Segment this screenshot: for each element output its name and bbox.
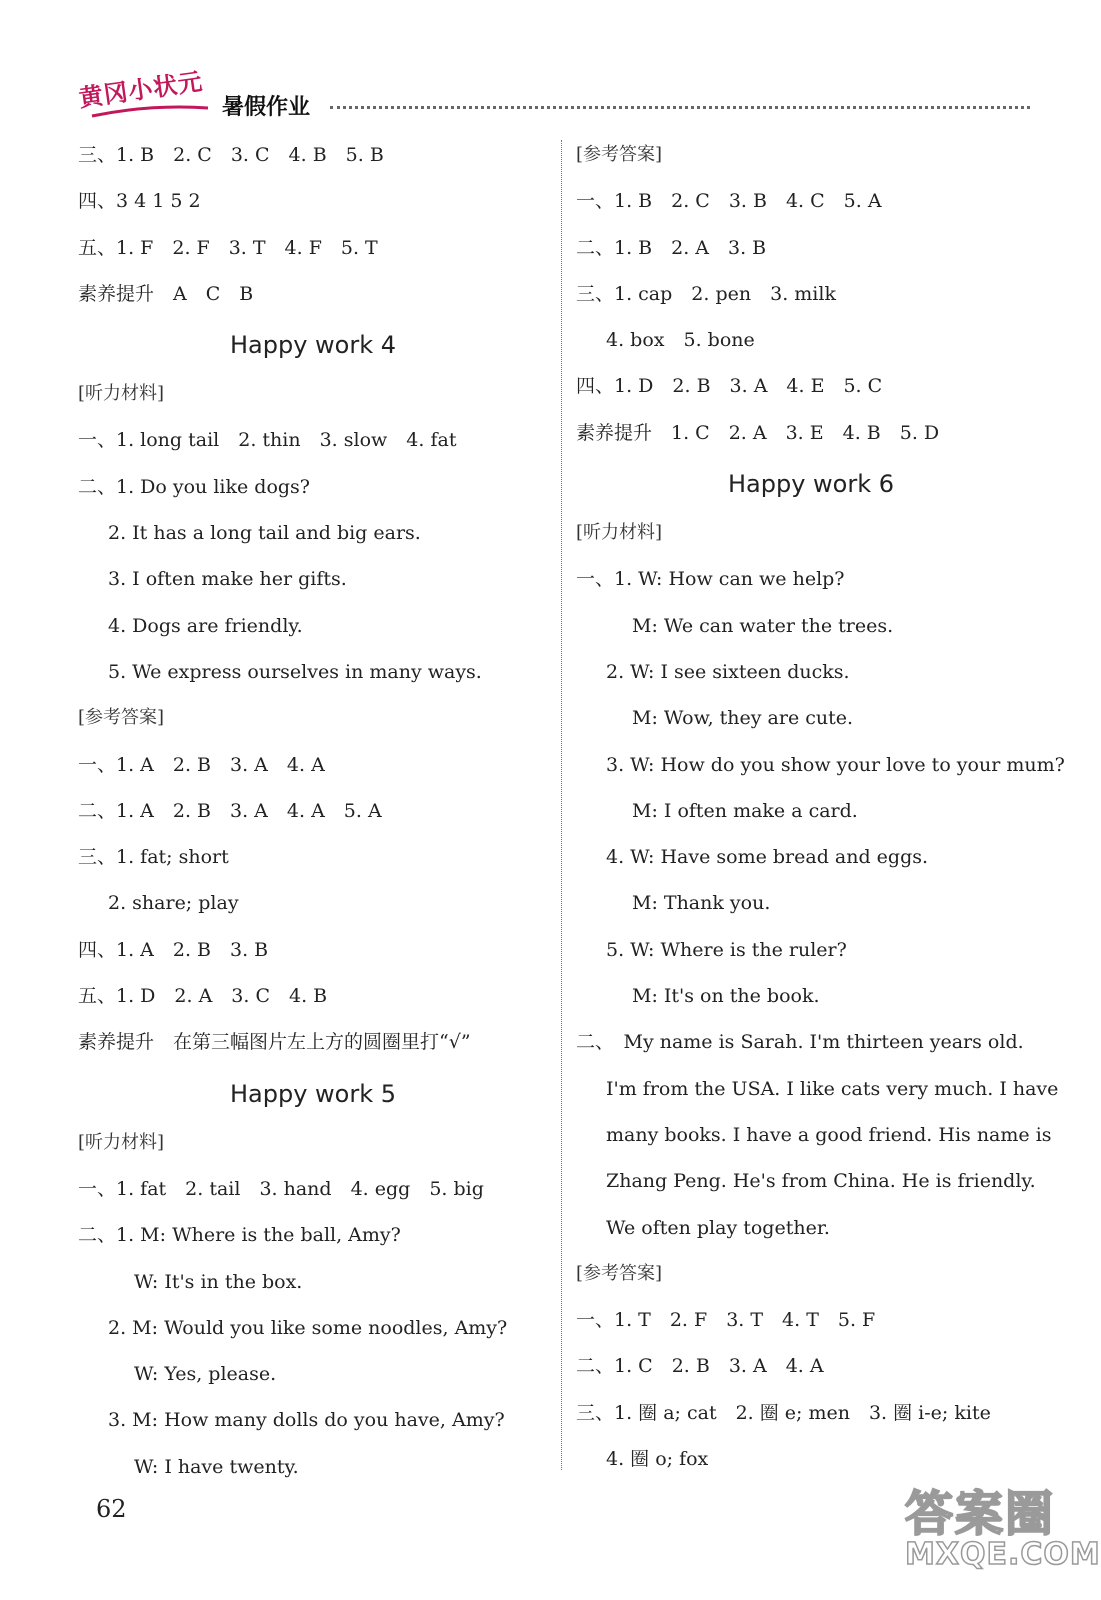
section-heading: Happy work 5 (229, 1079, 397, 1108)
answer-line: 4. box 5. bone (606, 329, 755, 352)
passage-line: We often play together. (606, 1216, 830, 1239)
answer-line: 3. W: How do you show your love to your mum? (606, 753, 1065, 776)
answer-line: 四、1. D 2. B 3. A 4. E 5. C (576, 375, 883, 398)
answer-line: 三、1. B 2. C 3. C 4. B 5. B (78, 144, 384, 166)
answer-line: 2. It has a long tail and big ears. (108, 522, 421, 545)
answer-line: 二、1. B 2. A 3. B (576, 236, 767, 259)
column-divider (561, 140, 562, 1470)
answer-line: 二、1. M: Where is the ball, Amy? (78, 1224, 401, 1247)
watermark-top: 答案圈 (905, 1486, 1056, 1542)
section-label: [听力材料] (78, 383, 165, 405)
section-label: [参考答案] (576, 144, 663, 165)
answer-line: 4. 圈 o; fox (606, 1448, 709, 1471)
answer-line: 3. M: How many dolls do you have, Amy? (108, 1409, 505, 1432)
section-heading: Happy work 6 (727, 470, 895, 499)
answer-line: 一、1. W: How can we help? (576, 568, 845, 591)
answer-line: 素养提升 1. C 2. A 3. E 4. B 5. D (576, 421, 940, 444)
passage-line: Zhang Peng. He's from China. He is friendly. (606, 1170, 1036, 1193)
answer-line: 2. W: I see sixteen ducks. (606, 660, 850, 683)
answer-line: M: Wow, they are cute. (632, 707, 854, 730)
answer-line: M: We can water the trees. (632, 614, 894, 637)
section-label: [参考答案] (576, 1262, 663, 1284)
answer-line: 四、1. A 2. B 3. B (78, 938, 269, 961)
answer-line: 2. share; play (108, 892, 239, 915)
answer-line: W: Yes, please. (134, 1363, 277, 1386)
right-column (576, 140, 1065, 1490)
logo-swoosh-icon (90, 102, 210, 120)
answer-line: 三、1. cap 2. pen 3. milk (576, 282, 836, 305)
page-header (0, 60, 1101, 130)
answer-line: 素养提升 在第三幅图片左上方的圆圈里打“√” (78, 1031, 471, 1054)
logo: 黄冈小状元 (77, 67, 205, 113)
answer-line: 4. Dogs are friendly. (108, 614, 303, 637)
watermark (905, 1475, 1101, 1580)
answer-line: 三、1. 圈 a; cat 2. 圈 e; men 3. 圈 i-e; kite (576, 1401, 991, 1424)
answer-line: 素养提升 A C B (78, 282, 254, 305)
answer-line: 五、1. D 2. A 3. C 4. B (78, 985, 328, 1008)
page-number: 62 (96, 1495, 127, 1523)
answer-line: 五、1. F 2. F 3. T 4. F 5. T (78, 236, 378, 259)
left-column (78, 140, 548, 1498)
answer-line: 四、3 4 1 5 2 (78, 190, 201, 213)
answer-line: W: I have twenty. (134, 1455, 299, 1478)
answer-line: W: It's in the box. (134, 1270, 303, 1293)
answer-line: 2. M: Would you like some noodles, Amy? (108, 1316, 508, 1339)
series-title: 暑假作业 (222, 95, 311, 120)
section-heading: Happy work 4 (229, 331, 397, 360)
passage-line: many books. I have a good friend. His name is (606, 1123, 1052, 1146)
answer-line: 二、1. C 2. B 3. A 4. A (576, 1355, 824, 1378)
section-label: [听力材料] (576, 522, 663, 544)
answer-line: 3. I often make her gifts. (108, 568, 347, 591)
answer-line: 一、1. B 2. C 3. B 4. C 5. A (576, 190, 882, 213)
answer-line: M: Thank you. (632, 892, 771, 915)
answer-line: 一、1. long tail 2. thin 3. slow 4. fat (78, 429, 457, 452)
passage-line: 二、 My name is Sarah. I'm thirteen years old. (576, 1031, 1024, 1054)
answer-line: 5. W: Where is the ruler? (606, 938, 847, 961)
answer-line: M: It's on the book. (632, 985, 820, 1008)
answer-line: 一、1. T 2. F 3. T 4. T 5. F (576, 1309, 876, 1332)
answer-line: 5. We express ourselves in many ways. (108, 660, 482, 683)
answer-line: 4. W: Have some bread and eggs. (606, 846, 929, 869)
answer-line: 二、1. A 2. B 3. A 4. A 5. A (78, 799, 382, 822)
watermark-bottom: MXQE.COM (905, 1537, 1101, 1572)
answer-line: 二、1. Do you like dogs? (78, 475, 310, 498)
answer-line: 三、1. fat; short (78, 846, 229, 869)
answer-line: M: I often make a card. (632, 799, 858, 822)
section-label: [听力材料] (78, 1131, 165, 1153)
answer-line: 一、1. A 2. B 3. A 4. A (78, 753, 325, 776)
header-dotted-rule (330, 106, 1030, 109)
section-label: [参考答案] (78, 707, 165, 729)
passage-line: I'm from the USA. I like cats very much. I have (606, 1077, 1059, 1100)
answer-line: 一、1. fat 2. tail 3. hand 4. egg 5. big (78, 1177, 484, 1200)
